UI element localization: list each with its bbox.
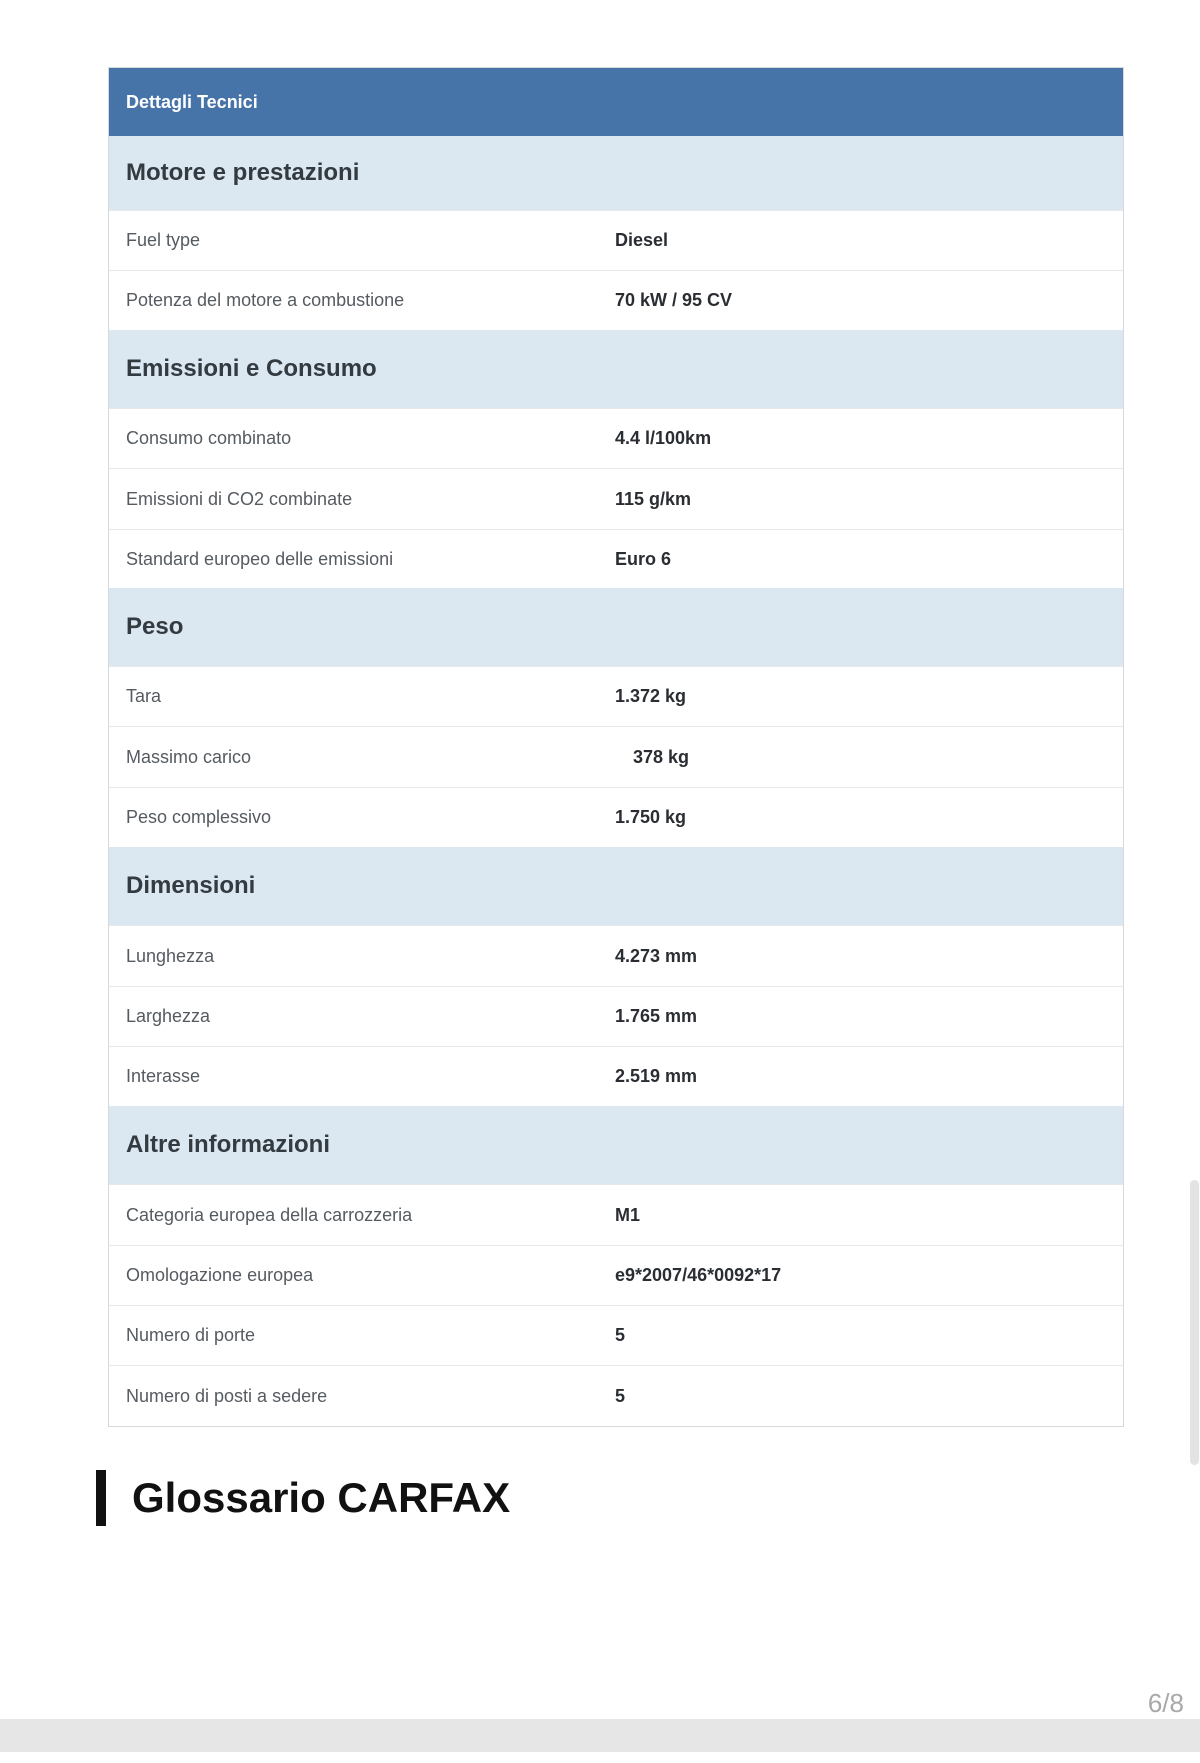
section-header-emissions: Emissioni e Consumo [109, 330, 1123, 408]
table-row [109, 986, 1123, 1046]
table-row [109, 787, 1123, 847]
table-row [109, 408, 1123, 468]
row-label: Standard europeo delle emissioni [126, 548, 394, 569]
heading-accent-bar [96, 1470, 106, 1526]
row-value: 115 g/km [615, 488, 692, 509]
row-label: Fuel type [126, 230, 201, 250]
row-label: Tara [126, 686, 162, 706]
vertical-scrollbar[interactable] [1190, 1180, 1199, 1465]
glossary-heading [96, 1470, 510, 1526]
section-header-dimensions: Dimensioni [109, 847, 1123, 925]
row-label: Categoria europea della carrozzeria [126, 1204, 413, 1225]
row-value: 1.765 mm [615, 1006, 698, 1026]
row-label: Numero di posti a sedere [126, 1385, 328, 1406]
table-row [109, 1046, 1123, 1106]
table-row [109, 925, 1123, 986]
row-value: Euro 6 [615, 548, 672, 569]
row-value: 2.519 mm [615, 1066, 698, 1086]
section-header-weight: Peso [109, 588, 1123, 666]
table-row [109, 726, 1123, 787]
row-label: Interasse [126, 1066, 201, 1086]
technical-details-table [108, 67, 1124, 1427]
table-row [109, 468, 1123, 529]
row-value: 4.4 l/100km [615, 428, 712, 448]
row-value: 70 kW / 95 CV [615, 290, 733, 310]
row-value: M1 [615, 1204, 641, 1225]
table-row [109, 270, 1123, 330]
row-value: 1.750 kg [615, 807, 687, 827]
row-value: 378 kg [633, 746, 690, 767]
section-header-other-info: Altre informazioni [109, 1106, 1123, 1184]
row-label: Massimo carico [126, 746, 252, 767]
row-value: 4.273 mm [615, 945, 698, 966]
row-label: Numero di porte [126, 1325, 256, 1345]
row-value: 5 [615, 1325, 626, 1345]
row-value: e9*2007/46*0092*17 [615, 1265, 782, 1285]
row-label: Consumo combinato [126, 428, 292, 448]
row-label: Larghezza [126, 1006, 211, 1026]
row-label: Potenza del motore a combustione [126, 290, 405, 310]
row-label: Lunghezza [126, 945, 215, 966]
table-row [109, 529, 1123, 588]
table-row [109, 1305, 1123, 1365]
table-title: Dettagli Tecnici [109, 68, 1123, 136]
row-label: Emissioni di CO2 combinate [126, 488, 353, 509]
table-row [109, 666, 1123, 726]
row-value: 5 [615, 1385, 626, 1406]
page-indicator: 6/8 [1147, 1688, 1184, 1718]
row-value: 1.372 kg [615, 686, 687, 706]
row-value: Diesel [615, 230, 669, 250]
glossary-title: Glossario CARFAX [132, 1474, 511, 1521]
row-label: Omologazione europea [126, 1265, 314, 1285]
table-row [109, 1365, 1123, 1426]
bottom-bar [0, 1719, 1200, 1752]
row-label: Peso complessivo [126, 807, 272, 827]
table-row [109, 1245, 1123, 1305]
section-header-engine: Motore e prestazioni [109, 136, 1123, 210]
table-row [109, 1184, 1123, 1245]
table-row [109, 210, 1123, 270]
